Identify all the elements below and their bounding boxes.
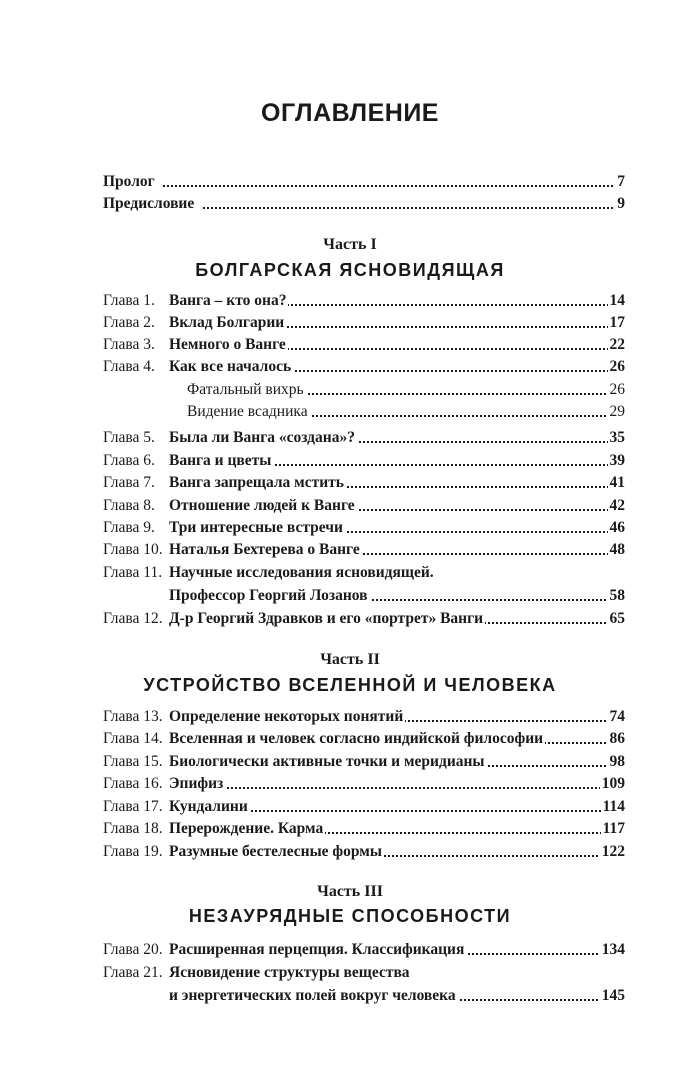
chapter-label: Глава 14. — [103, 730, 163, 747]
toc-entry-line1 — [103, 562, 625, 584]
entry-title: Наталья Бехтерева о Ванге — [169, 539, 362, 561]
chapter-label: Глава 3. — [103, 336, 155, 353]
entry-title: Определение некоторых понятий — [169, 706, 405, 728]
entry-title: Пролог — [103, 171, 157, 193]
chapter-label: Глава 1. — [103, 292, 155, 309]
entry-title: Три интересные встречи — [169, 517, 345, 539]
toc-entry — [103, 773, 625, 795]
toc-entry — [103, 356, 625, 378]
chapter-label: Глава 15. — [103, 753, 163, 770]
part-name: УСТРОЙСТВО ВСЕЛЕННОЙ И ЧЕЛОВЕКА — [143, 675, 557, 695]
toc-entry — [103, 290, 625, 312]
entry-page: 74 — [608, 706, 626, 728]
toc-entry — [103, 450, 625, 472]
chapter-label: Глава 16. — [103, 775, 163, 792]
entry-title: Ванга и цветы — [169, 450, 273, 472]
chapter-label: Глава 2. — [103, 314, 155, 331]
toc-entry-line2 — [103, 985, 625, 1007]
entry-page: 29 — [608, 401, 626, 423]
chapter-label: Глава 17. — [103, 798, 163, 815]
part-label: Часть I — [323, 236, 377, 253]
part-label: Часть III — [317, 883, 383, 900]
entry-title: Биологически активные точки и меридианы — [169, 751, 487, 773]
entry-page: 39 — [608, 450, 626, 472]
entry-page: 35 — [608, 427, 626, 449]
entry-page: 26 — [608, 379, 626, 401]
entry-title: Кундалини — [169, 796, 250, 818]
toc-entry-line2 — [103, 585, 625, 607]
chapter-label: Глава 12. — [103, 610, 163, 627]
chapter-label: Глава 21. — [103, 964, 163, 981]
entry-page: 86 — [608, 728, 626, 750]
toc-entry — [103, 517, 625, 539]
toc-entry — [103, 334, 625, 356]
entry-page: 46 — [608, 517, 626, 539]
entry-title: Вселенная и человек согласно индийской философии — [169, 728, 545, 750]
chapter-label: Глава 7. — [103, 474, 155, 491]
chapter-label: Глава 13. — [103, 708, 163, 725]
entry-title: Предисловие — [103, 193, 196, 215]
entry-title: Ванга – кто она? — [169, 290, 288, 312]
chapter-label: Глава 9. — [103, 519, 155, 536]
chapter-label: Глава 19. — [103, 843, 163, 860]
entry-title-continued: Профессор Георгий Лозанов — [169, 585, 370, 607]
chapter-label: Глава 8. — [103, 497, 155, 514]
entry-page: 48 — [608, 539, 626, 561]
toc-entry — [103, 539, 625, 561]
entry-title: Научные исследования ясновидящей. — [169, 562, 436, 584]
part-name: БОЛГАРСКАЯ ЯСНОВИДЯЩАЯ — [195, 260, 505, 280]
chapter-label: Глава 20. — [103, 941, 163, 958]
toc-entry — [103, 706, 625, 728]
chapter-label: Глава 10. — [103, 541, 163, 558]
entry-page: 145 — [600, 985, 625, 1007]
entry-page: 134 — [600, 939, 625, 961]
entry-page: 26 — [608, 356, 626, 378]
toc-entry — [103, 818, 625, 840]
toc-entry-prologue — [103, 171, 625, 193]
toc-entry — [103, 728, 625, 750]
entry-title: Как все началось — [169, 356, 293, 378]
toc-entry — [103, 751, 625, 773]
toc-entry — [103, 495, 625, 517]
entry-title: Немного о Ванге — [169, 334, 288, 356]
entry-page: 114 — [601, 796, 625, 818]
entry-title: Перерождение. Карма — [169, 818, 325, 840]
entry-title: Видение всадника — [187, 401, 310, 423]
entry-page: 58 — [608, 585, 626, 607]
chapter-label: Глава 11. — [103, 564, 163, 581]
entry-page: 117 — [601, 818, 625, 840]
entry-title: Ясновидение структуры вещества — [169, 962, 412, 984]
chapter-label: Глава 18. — [103, 820, 163, 837]
toc-entry — [103, 939, 625, 961]
entry-page: 65 — [608, 608, 626, 630]
entry-page: 41 — [608, 472, 626, 494]
part-name: НЕЗАУРЯДНЫЕ СПОСОБНОСТИ — [188, 906, 512, 926]
entry-page: 98 — [608, 751, 626, 773]
entry-title: Вклад Болгарии — [169, 312, 286, 334]
entry-title: Ванга запрещала мстить — [169, 472, 346, 494]
entry-title: Разумные бестелесные формы — [169, 841, 384, 863]
entry-page: 17 — [608, 312, 626, 334]
entry-page: 109 — [600, 773, 625, 795]
toc-entry — [103, 472, 625, 494]
entry-title: Д-р Георгий Здравков и его «портрет» Ванги — [169, 608, 485, 630]
entry-page: 14 — [608, 290, 626, 312]
entry-title: Была ли Ванга «создана»? — [169, 427, 357, 449]
entry-title-continued: и энергетических полей вокруг человека — [169, 985, 458, 1007]
toc-subentry — [103, 379, 625, 401]
toc-subentry — [103, 401, 625, 423]
entry-title: Фатальный вихрь — [187, 379, 306, 401]
chapter-label: Глава 4. — [103, 358, 155, 375]
entry-page: 22 — [608, 334, 626, 356]
entry-title: Расширенная перцепция. Классификация — [169, 939, 466, 961]
entry-title: Эпифиз — [169, 773, 225, 795]
entry-page: 122 — [600, 841, 625, 863]
chapter-label: Глава 5. — [103, 429, 155, 446]
chapter-label: Глава 6. — [103, 452, 155, 469]
entry-page: 42 — [608, 495, 626, 517]
page-title: ОГЛАВЛЕНИЕ — [261, 99, 439, 127]
toc-entry — [103, 796, 625, 818]
toc-entry — [103, 608, 625, 630]
toc-entry-foreword — [103, 193, 625, 215]
entry-page: 9 — [615, 193, 625, 215]
toc-entry — [103, 427, 625, 449]
entry-page: 7 — [615, 171, 625, 193]
toc-entry — [103, 312, 625, 334]
toc-entry — [103, 841, 625, 863]
part-label: Часть II — [320, 651, 380, 668]
entry-title: Отношение людей к Ванге — [169, 495, 357, 517]
toc-entry-line1 — [103, 962, 625, 984]
